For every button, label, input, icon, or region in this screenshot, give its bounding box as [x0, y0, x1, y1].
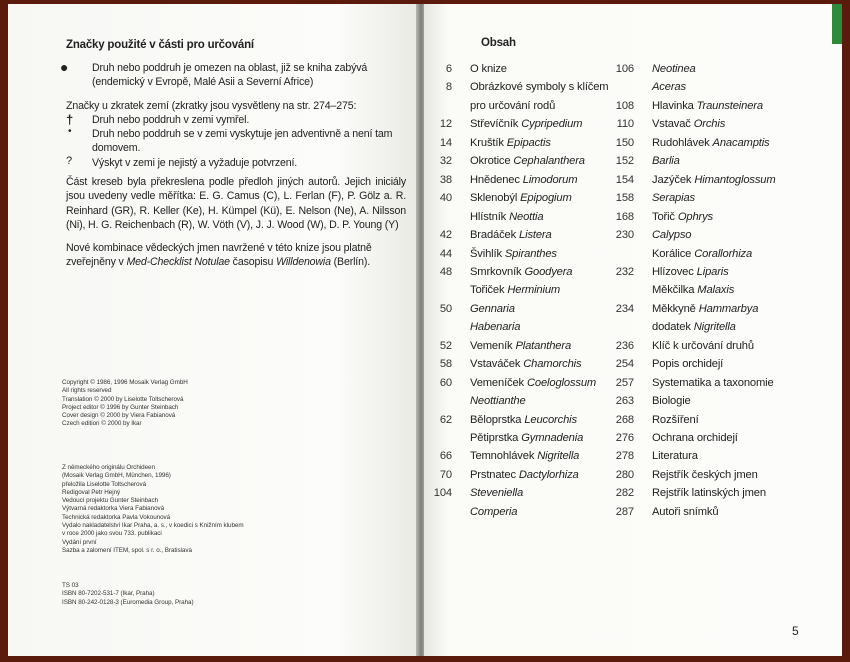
small-dot-icon: •	[68, 126, 72, 137]
question-icon: ?	[66, 155, 73, 167]
toc-entry	[606, 189, 695, 207]
toc-title	[652, 245, 752, 263]
toc-entry	[424, 245, 557, 263]
toc-entry	[606, 208, 713, 226]
toc-latin-name: Gymnadenia	[521, 432, 584, 444]
toc-title	[470, 374, 596, 392]
toc-page-number: 280	[615, 468, 634, 481]
toc-page-number: 14	[439, 136, 452, 149]
toc-latin-name: Limodorum	[522, 173, 578, 186]
toc-entry	[424, 374, 596, 392]
isbn-block: TS 03 ISBN 80-7202-531-7 (Ikar, Praha) ISBN 80-242-0128-3 (Euromedia Group, Praha)	[62, 582, 194, 606]
toc-entry	[606, 226, 691, 244]
toc-entry	[606, 152, 680, 170]
toc-entry	[606, 392, 691, 410]
toc-latin-name: Leucorchis	[524, 413, 577, 426]
toc-entry	[424, 429, 583, 447]
left-page	[8, 4, 418, 656]
toc-entry	[424, 171, 577, 189]
toc-title	[652, 429, 738, 447]
toc-latin-name: Nigritella	[693, 321, 736, 334]
toc-title	[470, 466, 579, 484]
toc-entry	[606, 97, 763, 115]
toc-latin-name: Steveniella	[470, 487, 524, 500]
toc-page-number: 44	[439, 247, 452, 260]
toc-czech-name: Korálice	[652, 247, 695, 260]
toc-title	[470, 97, 555, 115]
toc-czech-name: Měkkyně	[652, 302, 699, 315]
toc-latin-name: Platanthera	[515, 339, 572, 352]
toc-title	[470, 171, 577, 189]
endemic-dot-icon: ●	[60, 59, 69, 75]
toc-title	[652, 226, 691, 244]
toc-title	[470, 281, 560, 299]
toc-entry	[606, 337, 754, 355]
toc-entry	[424, 134, 551, 152]
toc-title	[652, 355, 723, 373]
toc-czech-name: Temnohlávek	[470, 450, 538, 463]
toc-latin-name: Traunsteinera	[696, 99, 763, 112]
toc-title	[652, 171, 776, 189]
toc-latin-name: Anacamptis	[712, 136, 770, 149]
toc-czech-name: Rudohlávek	[652, 136, 713, 149]
toc-entry	[606, 429, 738, 447]
toc-title	[470, 411, 577, 429]
toc-page-number: 263	[615, 395, 634, 408]
toc-title	[470, 300, 515, 318]
new-combinations-text: Nové kombinace vědeckých jmen navržené v této knize jsou platně zveřejněny v Med-Checklist Notulae časopisu Willdenowia (Berlín).	[66, 242, 372, 269]
toc-page-number: 104	[433, 487, 452, 500]
toc-page-number: 234	[615, 302, 634, 315]
toc-czech-name: Vstavač	[652, 118, 694, 131]
toc-title	[652, 484, 766, 502]
toc-czech-name: Prstnatec	[470, 468, 519, 481]
toc-latin-name: Hammarbya	[698, 302, 759, 315]
toc-latin-name: Goodyera	[524, 265, 573, 278]
toc-page-number: 276	[615, 432, 634, 444]
toc-title	[652, 466, 758, 484]
toc-czech-name: Hlístník	[470, 210, 510, 223]
toc-latin-name: Comperia	[470, 505, 518, 518]
toc-latin-name: Epipactis	[506, 136, 551, 149]
toc-page-number: 282	[615, 487, 634, 500]
toc-czech-name: Jazýček	[652, 173, 695, 186]
toc-page-number: 236	[615, 339, 634, 352]
toc-czech-name: Popis orchidejí	[652, 358, 724, 371]
toc-entry	[606, 374, 774, 392]
toc-czech-name: Klíč k určování druhů	[652, 339, 754, 352]
toc-czech-name: Okrotice	[470, 155, 514, 168]
toc-page-number: 168	[615, 210, 634, 223]
toc-latin-name: Habenaria	[470, 321, 521, 334]
toc-czech-name: Bradáček	[470, 229, 520, 242]
toc-entry	[424, 208, 543, 226]
toc-latin-name: Himantoglossum	[694, 173, 776, 186]
toc-title	[470, 115, 582, 133]
toc-page-number: 50	[439, 302, 452, 315]
toc-entry	[606, 171, 776, 189]
toc-entry	[424, 318, 520, 336]
toc-czech-name: Smrkovník	[470, 265, 525, 278]
toc-czech-name: Hlízovec	[652, 265, 697, 278]
toc-latin-name: Listera	[519, 229, 552, 242]
toc-entry	[606, 447, 698, 465]
endemic-text: Druh nebo poddruh je omezen na oblast, již se kniha zabývá (endemický v Evropě, Malé Asii a Severní Africe)	[92, 62, 368, 89]
toc-title	[652, 392, 691, 410]
toc-title	[470, 337, 571, 355]
adventive-text: Druh nebo poddruh se v zemi vyskytuje jen adventivně a není tam domovem.	[92, 128, 393, 155]
toc-latin-name: Dactylorhiza	[518, 468, 579, 481]
toc-page-number: 268	[615, 413, 634, 426]
toc-entry	[606, 134, 770, 152]
toc-czech-name: Ochrana orchidejí	[652, 432, 738, 444]
toc-entry	[424, 484, 523, 502]
toc-czech-name: Autoři snímků	[652, 505, 719, 518]
toc-title	[652, 337, 754, 355]
toc-entry	[606, 355, 723, 373]
toc-czech-name: Biologie	[652, 395, 691, 408]
book-spread	[8, 4, 842, 656]
toc-czech-name: Běloprstka	[470, 413, 525, 426]
toc-czech-name: Měkčilka	[652, 284, 698, 297]
countries-intro: Značky u zkratek zemí (zkratky jsou vysvětleny na str. 274–275:	[66, 100, 357, 112]
toc-entry	[606, 263, 729, 281]
toc-latin-name: Gennaria	[470, 302, 515, 315]
toc-title	[470, 263, 572, 281]
toc-latin-name: Orchis	[693, 118, 726, 131]
toc-title	[652, 503, 718, 521]
toc-latin-name: Coeloglossum	[526, 376, 597, 389]
toc-title	[470, 429, 583, 447]
toc-page-number: 110	[616, 118, 634, 131]
toc-czech-name: Rejstřík českých jmen	[652, 468, 758, 481]
toc-page-number: 48	[439, 265, 452, 278]
toc-page-number: 42	[439, 229, 452, 242]
toc-page-number: 154	[615, 173, 634, 186]
toc-czech-name: Rejstřík latinských jmen	[652, 487, 766, 500]
toc-title	[652, 115, 725, 133]
toc-latin-name: Spiranthes	[504, 247, 557, 260]
toc-title	[470, 152, 585, 170]
toc-latin-name: Cypripedium	[521, 118, 583, 131]
toc-page-number: 66	[439, 450, 452, 463]
toc-page-number: 12	[439, 118, 452, 131]
copyright-block: Copyright © 1986, 1996 Mosaik Verlag GmbH All rights reserved Translation © 2000 by Liselotte Toltscherová Project editor © 1996 by Gunter Steinbach Cover design © 2000 by Viera Fabianová Czech edition © 2000 by Ikar	[62, 379, 188, 428]
toc-entry	[606, 503, 718, 521]
toc-entry	[424, 115, 582, 133]
toc-entry	[424, 355, 581, 373]
toc-page-number: 152	[615, 155, 634, 168]
toc-title	[652, 97, 763, 115]
toc-latin-name: Liparis	[696, 265, 729, 278]
toc-entry	[424, 189, 572, 207]
toc-entry	[424, 503, 517, 521]
toc-entry	[424, 60, 507, 78]
toc-entry	[424, 263, 572, 281]
toc-latin-name: Neottianthe	[470, 395, 526, 408]
cross-icon: †	[66, 112, 74, 127]
toc-title	[652, 281, 734, 299]
toc-page-number: 70	[439, 468, 452, 481]
toc-entry	[424, 466, 579, 484]
toc-page-number: 230	[615, 229, 634, 242]
toc-entry	[424, 226, 552, 244]
toc-page-number: 108	[615, 99, 634, 112]
toc-title	[652, 60, 696, 78]
toc-latin-name: Neotinea	[652, 63, 696, 75]
toc-czech-name: Systematika a taxonomie	[652, 376, 774, 389]
toc-latin-name: Cephalanthera	[513, 155, 585, 168]
toc-entry	[424, 300, 515, 318]
toc-czech-name: Tořiček	[470, 284, 508, 297]
toc-title	[652, 263, 729, 281]
toc-latin-name: Ophrys	[677, 210, 713, 223]
toc-latin-name: Calypso	[652, 229, 692, 242]
extinct-text: Druh nebo poddruh v zemi vymřel.	[92, 114, 250, 126]
toc-czech-name: Střevíčník	[470, 118, 522, 131]
toc-title	[470, 392, 526, 410]
toc-entry	[606, 281, 734, 299]
toc-latin-name: Barlia	[652, 155, 680, 168]
toc-czech-name: Švihlík	[470, 247, 505, 260]
toc-czech-name: Literatura	[652, 450, 698, 463]
right-page	[424, 4, 842, 656]
toc-title	[470, 355, 581, 373]
toc-title	[652, 189, 695, 207]
toc-page-number: 106	[615, 63, 634, 75]
toc-page-number: 278	[615, 450, 634, 463]
toc-czech-name: Sklenobýl	[470, 192, 521, 205]
toc-page-number: 254	[615, 358, 634, 371]
toc-page-number: 52	[439, 339, 452, 352]
toc-latin-name: Neottia	[509, 210, 544, 223]
toc-title	[652, 152, 680, 170]
toc-title	[470, 447, 579, 465]
toc-entry	[606, 245, 752, 263]
toc-title	[652, 447, 698, 465]
toc-page-number: 150	[615, 136, 634, 149]
toc-title	[470, 503, 517, 521]
toc-entry	[606, 78, 686, 96]
toc-latin-name: Nigritella	[537, 450, 580, 463]
toc-entry	[424, 392, 526, 410]
toc-page-number: 8	[445, 81, 452, 94]
toc-czech-name: Kruštík	[470, 136, 507, 149]
toc-entry	[606, 411, 699, 429]
toc-entry	[424, 281, 560, 299]
green-edge	[832, 4, 842, 44]
toc-latin-name: Aceras	[652, 81, 686, 94]
toc-latin-name: Epipogium	[520, 192, 572, 205]
toc-entry	[424, 447, 579, 465]
toc-latin-name: Serapias	[652, 192, 695, 205]
toc-page-number: 32	[439, 155, 452, 168]
toc-entry	[424, 78, 608, 96]
toc-czech-name: Vemeníček	[470, 376, 527, 389]
toc-title	[470, 189, 572, 207]
page-number: 5	[792, 624, 799, 638]
toc-page-number: 60	[439, 376, 452, 389]
toc-entry	[606, 115, 725, 133]
toc-latin-name: Malaxis	[697, 284, 735, 297]
toc-latin-name: Chamorchis	[523, 358, 582, 371]
toc-entry	[606, 60, 696, 78]
toc-title	[470, 226, 552, 244]
toc-title	[470, 245, 557, 263]
toc-title	[652, 411, 699, 429]
toc-page-number: 38	[439, 173, 452, 186]
uncertain-text: Výskyt v zemi je nejistý a vyžaduje potvrzení.	[92, 157, 298, 169]
toc-title	[470, 134, 551, 152]
toc-page-number: 257	[615, 376, 634, 389]
toc-entry	[606, 318, 736, 336]
toc-page-number: 62	[439, 413, 452, 426]
toc-czech-name: Hlavinka	[652, 99, 697, 112]
toc-entry	[424, 337, 571, 355]
legend-heading: Značky použité v části pro určování	[66, 39, 254, 51]
toc-czech-name: Vemeník	[470, 339, 516, 352]
drawings-text: Část kreseb byla překreslena podle předloh jiných autorů. Jejich iniciály jsou uvedeny vedle měřítka: E. G. Camus (C), L. Ferlan (F), P. Gölz a. R. Reinhard (GR), R. Keller (Ke), H. Kümpel (Kü), E. Nelson (Ne), A. Nilsson (Ni), H. G. Reichenbach (R), W. Vöth (V), J. J. Wood (W), D. P. Young (Y)	[66, 176, 406, 232]
toc-czech-name: Obrázkové symboly s klíčem	[470, 81, 609, 94]
imprint-block: Z německého originálu Orchideen (Mosaik Verlag GmbH, München, 1996) přeložila Liselotte Toltscherová Redigoval Petr Hejný Vedoucí projektu Gunter Steinbach Výtvarná redaktorka Viera Fabianová Technická redaktorka Pavla Vokounová Vydalo nakladatelství Ikar Praha, a. s., v koedici s Knižním klubem v roce 2000 jako svou 733. publikaci Vydání první Sazba a zalomení ITEM, spol. s r. o., Bratislava	[62, 464, 244, 554]
toc-title	[470, 208, 543, 226]
toc-title	[652, 318, 736, 336]
toc-entry	[606, 300, 758, 318]
toc-czech-name: Hnědenec	[470, 173, 523, 186]
toc-entry	[424, 97, 555, 115]
toc-czech-name: Tořič	[652, 210, 678, 223]
toc-entry	[606, 484, 766, 502]
toc-czech-name: pro určování rodů	[470, 99, 556, 112]
contents-heading: Obsah	[481, 37, 516, 49]
toc-latin-name: Corallorhiza	[694, 247, 753, 260]
toc-page-number: 6	[445, 63, 452, 75]
toc-page-number: 158	[615, 192, 634, 205]
toc-czech-name: O knize	[470, 63, 507, 75]
toc-page-number: 58	[439, 358, 452, 371]
toc-title	[652, 300, 758, 318]
toc-entry	[606, 466, 758, 484]
toc-page-number: 287	[615, 505, 634, 518]
toc-title	[652, 208, 713, 226]
toc-title	[470, 484, 523, 502]
toc-entry	[424, 152, 585, 170]
toc-title	[652, 78, 686, 96]
toc-page-number: 40	[439, 192, 452, 205]
toc-latin-name: Herminium	[507, 284, 561, 297]
toc-czech-name: dodatek	[652, 321, 694, 334]
toc-czech-name: Pětiprstka	[470, 432, 522, 444]
toc-entry	[424, 411, 577, 429]
toc-page-number: 232	[615, 265, 634, 278]
toc-title	[470, 78, 608, 96]
toc-title	[652, 134, 770, 152]
toc-title	[652, 374, 774, 392]
toc-czech-name: Rozšíření	[652, 413, 699, 426]
toc-title	[470, 318, 520, 336]
toc-title	[470, 60, 507, 78]
toc-czech-name: Vstaváček	[470, 358, 524, 371]
